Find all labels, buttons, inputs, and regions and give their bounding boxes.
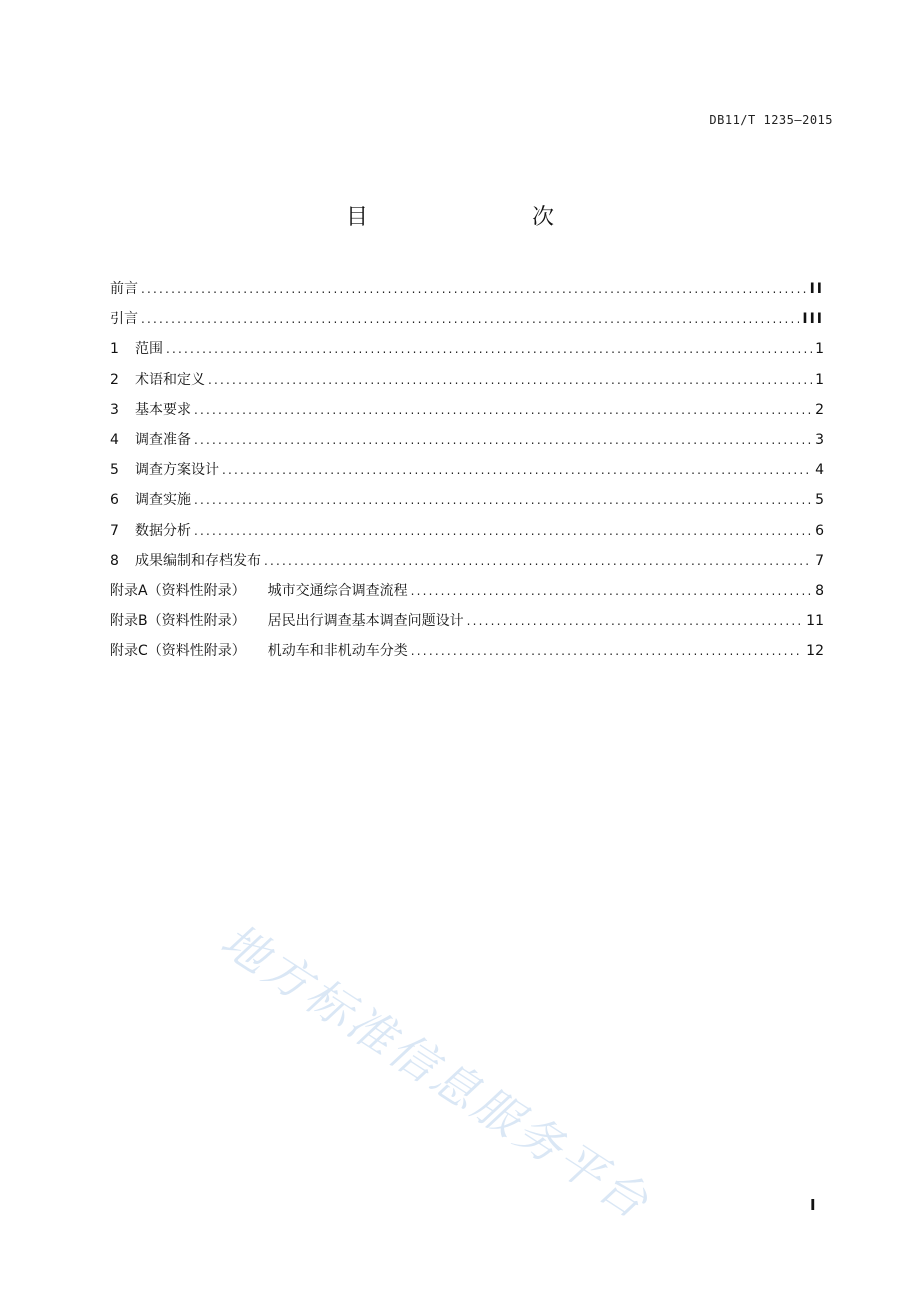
toc-dot-leader — [194, 520, 812, 542]
toc-entry-label: 调查实施 — [135, 492, 191, 509]
toc-entry-label: 成果编制和存档发布 — [135, 552, 261, 569]
toc-appendix-label: 附录A（资料性附录） — [110, 582, 246, 599]
toc-page-number: 1 — [815, 341, 824, 358]
toc-appendix-prefix — [110, 610, 464, 632]
toc-entry-appendix-a[interactable] — [110, 580, 824, 610]
toc-entry-number: 8 — [110, 552, 119, 569]
toc-entry-1[interactable] — [110, 338, 824, 368]
toc-entry-4[interactable] — [110, 429, 824, 459]
toc-page-number: 5 — [815, 492, 824, 509]
toc-entry-label: 调查准备 — [135, 431, 191, 448]
toc-entry-number: 6 — [110, 492, 119, 509]
toc-entry-foreword[interactable] — [110, 278, 824, 308]
toc-dot-leader — [264, 550, 812, 572]
toc-entry-label: 数据分析 — [135, 522, 191, 539]
toc-entry-7[interactable] — [110, 520, 824, 550]
toc-dot-leader — [467, 610, 804, 632]
toc-dot-leader — [411, 580, 813, 602]
toc-entry-label: 术语和定义 — [135, 371, 205, 388]
toc-dot-leader — [141, 308, 799, 330]
toc-page-number: 6 — [815, 522, 824, 539]
toc-dot-leader — [141, 278, 807, 300]
toc-entry-label: 范围 — [135, 341, 163, 358]
toc-entry-number: 7 — [110, 522, 119, 539]
toc-entry-appendix-b[interactable] — [110, 610, 824, 640]
toc-entry-label: 前言 — [110, 281, 138, 297]
page-title: 目 次 — [345, 205, 594, 230]
toc-entry-6[interactable] — [110, 489, 824, 519]
toc-entry-label: 调查方案设计 — [135, 462, 219, 479]
table-of-contents — [110, 278, 824, 670]
toc-entry-8[interactable] — [110, 550, 824, 580]
toc-entry-label: 引言 — [110, 311, 138, 328]
toc-entry-number: 2 — [110, 371, 119, 388]
toc-dot-leader — [194, 489, 812, 511]
toc-page-number: 11 — [806, 613, 824, 630]
toc-entry-number: 1 — [110, 341, 119, 358]
toc-appendix-title: 机动车和非机动车分类 — [267, 643, 408, 660]
toc-dot-leader — [222, 459, 812, 481]
toc-page-number: 7 — [815, 552, 824, 569]
footer-page-number: I — [810, 1196, 816, 1214]
toc-appendix-title: 城市交通综合调查流程 — [267, 582, 408, 599]
toc-entry-number: 5 — [110, 462, 119, 479]
toc-entry-number: 4 — [110, 431, 119, 448]
toc-entry-3[interactable] — [110, 399, 824, 429]
toc-dot-leader — [166, 338, 812, 360]
toc-dot-leader — [194, 429, 812, 451]
toc-appendix-label: 附录C（资料性附录） — [110, 643, 246, 660]
toc-entry-label: 基本要求 — [135, 401, 191, 418]
toc-page-number: 12 — [806, 643, 824, 660]
toc-page-number: III — [802, 311, 824, 328]
toc-appendix-label: 附录B（资料性附录） — [110, 613, 246, 630]
toc-page-number: 4 — [815, 462, 824, 479]
toc-entry-number: 3 — [110, 401, 119, 418]
toc-appendix-prefix — [110, 580, 408, 602]
toc-page-number: II — [809, 281, 824, 297]
watermark-text: 地方标准信息服务平台 — [211, 912, 661, 1231]
toc-dot-leader — [194, 399, 812, 421]
toc-dot-leader — [411, 640, 803, 662]
toc-appendix-prefix — [110, 640, 408, 662]
toc-page-number: 2 — [815, 401, 824, 418]
toc-page-number: 3 — [815, 431, 824, 448]
toc-entry-appendix-c[interactable] — [110, 640, 824, 670]
toc-page-number: 8 — [815, 582, 824, 599]
document-code: DB11/T 1235—2015 — [709, 113, 833, 127]
toc-dot-leader — [208, 369, 812, 391]
toc-entry-2[interactable] — [110, 369, 824, 399]
toc-page-number: 1 — [815, 371, 824, 388]
toc-entry-introduction[interactable] — [110, 308, 824, 338]
toc-appendix-title: 居民出行调查基本调查问题设计 — [267, 613, 464, 630]
toc-entry-5[interactable] — [110, 459, 824, 489]
